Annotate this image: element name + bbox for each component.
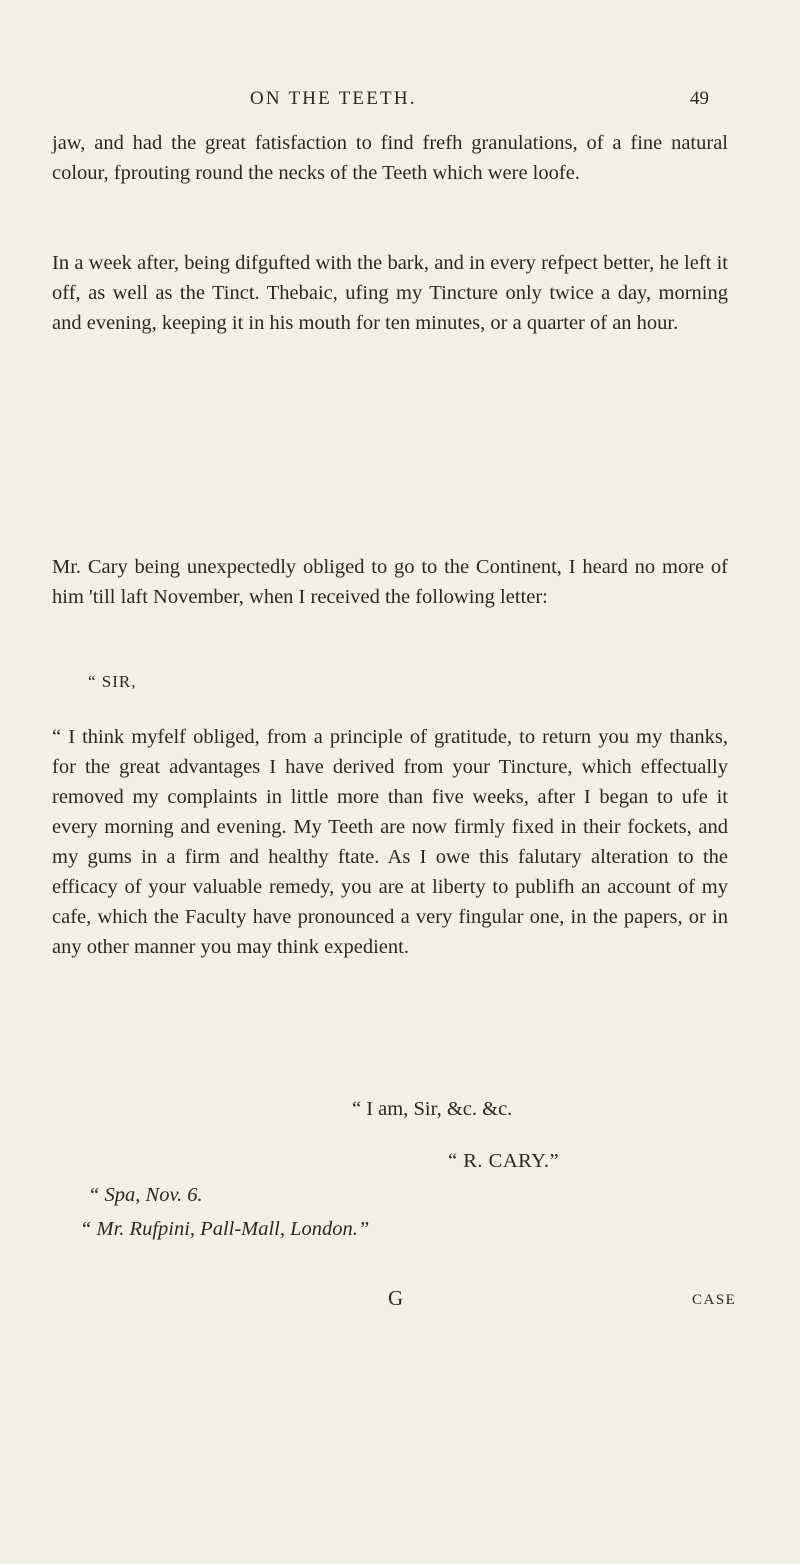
paragraph-3: Mr. Cary being unexpectedly obliged to go to the Continent, I heard no more of him 'till laft November, when I received the following letter: bbox=[52, 556, 728, 608]
page-number: 49 bbox=[690, 88, 709, 109]
letter-signature: “ R. CARY.” bbox=[448, 1150, 560, 1172]
signature-mark: G bbox=[388, 1286, 404, 1310]
running-head bbox=[0, 88, 800, 118]
letter-signoff: “ I am, Sir, &c. &c. bbox=[352, 1098, 513, 1120]
letter-body: “ I think myfelf obliged, from a principle of gratitude, to return you my thanks, for the great advantages I have derived from your Tincture, which effectually removed my complaints in little more than five weeks, after I began to ufe it every morning and evening. My Teeth are now firmly fixed in their fockets, and my gums in a firm and healthy ftate. As I owe this falutary alteration to the efficacy of your valuable remedy, you are at liberty to publifh an account of my cafe, which the Faculty have pronounced a very fingular one, in the papers, or in any other manner you may think expedient. bbox=[52, 726, 728, 958]
letter-dateline: “ Spa, Nov. 6. bbox=[88, 1184, 203, 1206]
paragraph-2: In a week after, being difgufted with the bark, and in every refpect better, he left it off, as well as the Tinct. Thebaic, ufing my Tincture only twice a day, morning and evening, keeping it in his mouth for ten minutes, or a quarter of an hour. bbox=[52, 252, 728, 334]
letter-address: “ Mr. Rufpini, Pall-Mall, London.” bbox=[80, 1218, 370, 1240]
running-title: ON THE TEETH. bbox=[250, 88, 417, 109]
paragraph-1: jaw, and had the great fatisfaction to find frefh granulations, of a fine natural colour, fprouting round the necks of the Teeth which were loofe. bbox=[52, 132, 728, 184]
catchword: CASE bbox=[692, 1292, 737, 1308]
letter-salutation: “ SIR, bbox=[88, 672, 137, 691]
